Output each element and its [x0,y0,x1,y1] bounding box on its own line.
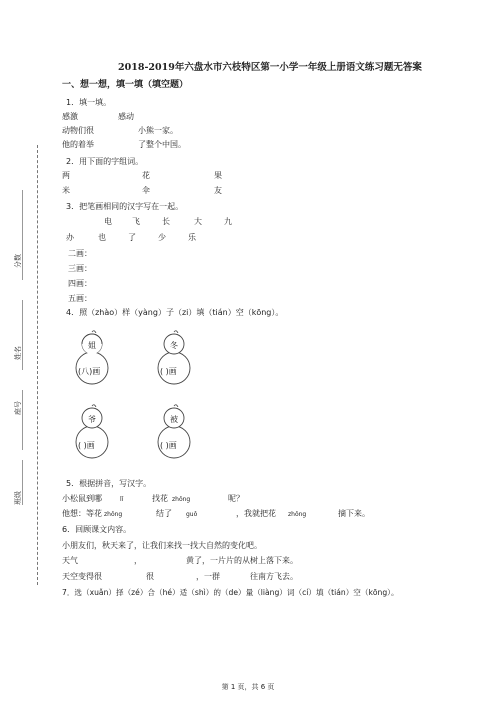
sidebar-name-label: 姓名 [14,346,22,360]
q5-l2-d: 摘下来。 [338,509,370,518]
q3-stroke-4: 四画： [68,279,92,288]
q1-word-2: 感动 [118,112,134,121]
q3-stroke-5: 五画： [68,294,92,303]
q5-l2-pinyin-3: zhǒng [288,511,307,518]
q6-l2-c: 黄了，一片片的从树上落下来。 [186,556,298,565]
q1-word-1: 感激 [62,112,78,121]
q3-char-8: 了 [128,233,136,242]
q6-line-1: 小朋友们，秋天来了，让我们来找一找大自然的变化吧。 [62,541,262,550]
q5-l1-pinyin-2: zhǒng [172,496,191,503]
gourd-4-top: 被 [170,415,178,424]
q1-sentence-2a: 他的着举 [62,140,94,149]
q6-l3-d: 往南方飞去。 [250,572,298,581]
q1-sentence-2b: 了整个中国。 [138,140,186,149]
q3-char-9: 少 [158,233,166,242]
q5-l1-a: 小松鼠到哪 [62,494,102,503]
gourd-4 [151,404,197,460]
q6-l3-a: 天空变得很 [62,572,102,581]
q5-l2-pinyin-2: guǒ [186,511,198,518]
page-title: 2018-2019年六盘水市六枝特区第一小学一年级上册语文练习题无答案 [118,62,422,73]
q5-l2-c: ，我就把花 [236,509,276,518]
gourd-1-bottom: (八)画 [78,367,101,376]
question-6-head: 6．回顾课文内容。 [62,525,132,534]
q2-char-4: 米 [62,186,70,195]
sidebar-class-label: 班级 [14,491,22,505]
gourd-3-bottom: ( )画 [78,441,95,450]
binding-line [37,145,38,585]
sidebar-score-label: 分数 [14,254,22,268]
q5-l1-b: 找花 [152,494,168,503]
section-heading: 一、想一想，填一填（填空题） [62,80,189,90]
gourd-1-top: 姐 [88,341,96,350]
q5-l2-b: 结了 [156,509,172,518]
gourd-2-top: 冬 [170,341,178,350]
q3-char-4: 大 [194,217,202,226]
q3-char-1: 电 [104,217,112,226]
question-4-head: 4．照（zhào）样（yàng）子（zi）填（tián）空（kōng）。 [66,308,284,317]
question-1-head: 1．填一填。 [66,98,112,107]
q5-l1-c: 呢？ [228,494,244,503]
q2-char-2: 花 [142,171,150,180]
gourd-2-bottom: ( )画 [160,367,177,376]
q3-stroke-3: 三画： [68,264,92,273]
question-2-head: 2．用下面的字组词。 [66,157,144,166]
q2-char-1: 两 [62,171,70,180]
q1-sentence-1a: 动物们很 [62,126,94,135]
q6-l2-b: ， [134,556,142,565]
underline-seat [22,390,23,450]
q5-l1-pinyin-1: lǐ [120,496,124,503]
gourd-1 [69,330,115,386]
q2-char-3: 果 [214,171,222,180]
q3-char-6: 办 [66,233,74,242]
sidebar-seat-label: 座号 [14,401,22,415]
question-5-head: 5．根据拼音，写汉字。 [66,479,152,488]
q5-l2-a: 他想：等花 [62,509,102,518]
q3-char-2: 飞 [132,217,140,226]
q6-l3-b: 很 [146,572,154,581]
question-7-head: 7．选（xuǎn）择（zé）合（hé）适（shì）的（de）量（liàng）词（cí）填（tián）空（kōng）。 [62,588,399,597]
question-3-head: 3．把笔画相同的汉字写在一起。 [66,202,184,211]
q3-stroke-2: 二画： [68,249,92,258]
page-footer: 第 1 页，共 6 页 [221,683,275,691]
gourd-3-top: 爷 [88,415,96,424]
gourd-3 [69,404,115,460]
q1-sentence-1b: 小熊一家。 [138,126,178,135]
q3-char-5: 九 [224,217,232,226]
q5-l2-pinyin-1: zhǒng [104,511,123,518]
gourd-4-bottom: ( )画 [160,441,177,450]
q6-l3-c: ，一群 [196,572,220,581]
q3-char-10: 乐 [188,233,196,242]
q2-char-5: 伞 [142,186,150,195]
q2-char-6: 友 [214,186,222,195]
gourd-2 [151,330,197,386]
q6-l2-a: 天气 [62,556,78,565]
q3-char-3: 长 [162,217,170,226]
q3-char-7: 也 [98,233,106,242]
